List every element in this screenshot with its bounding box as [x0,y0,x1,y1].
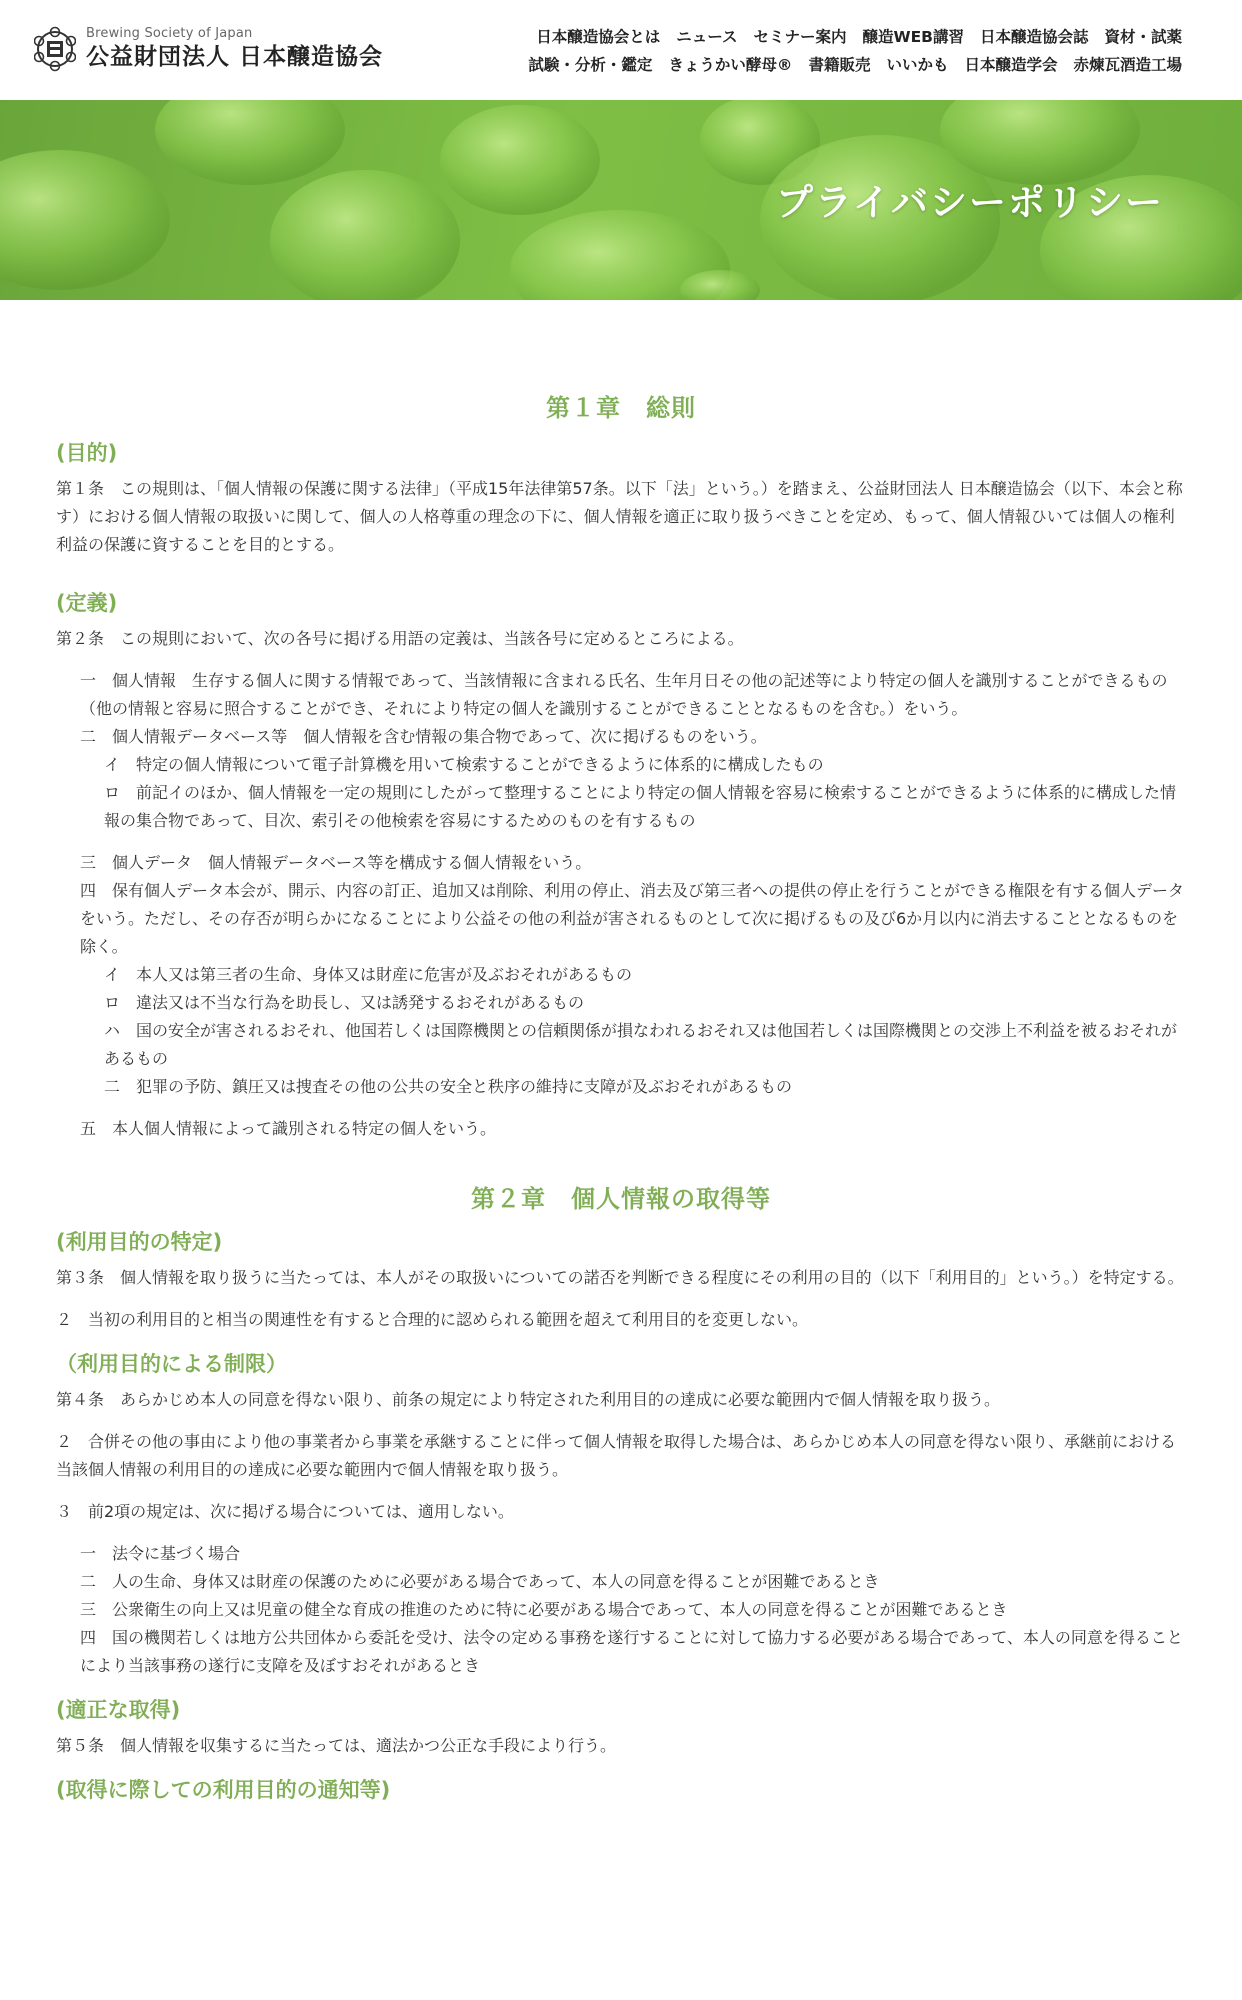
nav-iikamo[interactable]: いいかも [886,56,949,74]
nav-yeast[interactable]: きょうかい酵母® [668,56,793,74]
article-3-text: 第３条 個人情報を取り扱うに当たっては、本人がその取扱いについての諾否を判断できる程度にその利用の目的（以下「利用目的」という。）を特定する。 [56,1268,1184,1287]
article-4-item-2: 二 人の生命、身体又は財産の保護のために必要がある場合であって、本人の同意を得ることが困難であるとき [80,1572,880,1591]
logo-japanese-name: 公益財団法人 日本醸造協会 [86,44,384,70]
nav-news[interactable]: ニュース [676,28,738,46]
page-title: プライバシーポリシー [775,181,1164,224]
definition-4: 四 保有個人データ本会が、開示、内容の訂正、追加又は削除、利用の停止、消去及び第三者への提供の停止を行うことができる権限を有する個人データをいう。ただし、その存否が明らかになることにより公益その他の利益が害されるものとして次に掲げるもの及び6か月以内に消去することとなるものを除く。 [80,881,1185,956]
section-purpose-restriction-title: （利用目的による制限） [56,1352,287,1376]
policy-content [0,388,1242,1804]
nav-materials[interactable]: 資材・試薬 [1104,28,1182,46]
section-definitions-title: (定義) [56,591,118,615]
article-4-item-3: 三 公衆衛生の向上又は児童の健全な育成の推進のために特に必要がある場合であって、本人の同意を得ることが困難であるとき [80,1600,1008,1619]
nav-analysis[interactable]: 試験・分析・鑑定 [528,56,653,74]
definition-2-i: イ 特定の個人情報について電子計算機を用いて検索することができるように体系的に構成したもの [104,755,824,774]
nav-journal[interactable]: 日本醸造協会誌 [979,28,1089,46]
logo-english-name: Brewing Society of Japan [86,26,253,41]
hero-banner [0,100,1242,300]
nav-web-course[interactable]: 醸造WEB講習 [862,28,964,46]
nav-society[interactable]: 日本醸造学会 [964,56,1058,74]
article-2-text: 第２条 この規則において、次の各号に掲げる用語の定義は、当該各号に定めるところによる。 [56,629,744,648]
definition-4-i: イ 本人又は第三者の生命、身体又は財産に危害が及ぶおそれがあるもの [104,965,633,984]
definition-5: 五 本人個人情報によって識別される特定の個人をいう。 [80,1119,497,1138]
nav-books[interactable]: 書籍販売 [808,56,871,74]
main-navigation [442,22,1182,78]
definition-2-ro: ロ 前記イのほか、個人情報を一定の規則にしたがって整理することにより特定の個人情報を容易に検索することができるように体系的に構成した情報の集合物であって、目次、索引その他検索を容易にするためのものを有するもの [104,783,1177,830]
section-purpose-title: (目的) [56,441,118,465]
article-3-paragraph-2: ２ 当初の利用目的と相当の関連性を有すると合理的に認められる範囲を超えて利用目的を変更しない。 [56,1310,809,1329]
definition-2: 二 個人情報データベース等 個人情報を含む情報の集合物であって、次に掲げるものをいう。 [80,727,767,746]
article-4-text: 第４条 あらかじめ本人の同意を得ない限り、前条の規定により特定された利用目的の達成に必要な範囲内で個人情報を取り扱う。 [56,1390,1001,1409]
article-5-text: 第５条 個人情報を収集するに当たっては、適法かつ公正な手段により行う。 [56,1736,617,1755]
definition-3: 三 個人データ 個人情報データベース等を構成する個人情報をいう。 [80,853,592,872]
section-notification-title: (取得に際しての利用目的の通知等) [56,1778,391,1802]
nav-about[interactable]: 日本醸造協会とは [536,28,661,46]
definition-4-ha: ハ 国の安全が害されるおそれ、他国若しくは国際機関との信頼関係が損なわれるおそれ又は他国若しくは国際機関との交渉上不利益を被るおそれがあるもの [104,1021,1177,1068]
chapter-1-title: 第１章 総則 [546,394,696,422]
article-4-item-4: 四 国の機関若しくは地方公共団体から委託を受け、法令の定める事務を遂行することに対して協力する必要がある場合であって、本人の同意を得ることにより当該事務の遂行に支障を及ぼすおそれがあるとき [80,1628,1183,1675]
article-4-paragraph-3: ３ 前2項の規定は、次に掲げる場合については、適用しない。 [56,1502,514,1521]
site-header [0,0,1242,100]
brewing-society-seal-icon [34,26,76,72]
section-proper-acquisition-title: (適正な取得) [56,1698,181,1722]
definition-1: 一 個人情報 生存する個人に関する情報であって、当該情報に含まれる氏名、生年月日その他の記述等により特定の個人を識別することができるもの（他の情報と容易に照合することができ、それにより特定の個人を識別することができることとなるものを含む。）をいう。 [80,671,1168,718]
definition-4-ni: 二 犯罪の予防、鎮圧又は捜査その他の公共の安全と秩序の維持に支障が及ぶおそれがあるもの [104,1077,793,1096]
site-logo[interactable] [34,26,383,72]
nav-seminar[interactable]: セミナー案内 [753,28,847,46]
article-1-text: 第１条 この規則は、「個人情報の保護に関する法律」（平成15年法律第57条。以下「法」という。）を踏まえ、公益財団法人 日本醸造協会（以下、本会と称す）における個人情報の取扱いに関して、個人の人格尊重の理念の下に、個人情報を適正に取り扱うべきことを定め、もって、個人情報ひいては個人の権利利益の保護に資することを目的とする。 [56,479,1183,554]
section-purpose-specification-title: (利用目的の特定) [56,1230,223,1254]
article-4-item-1: 一 法令に基づく場合 [80,1544,241,1563]
article-4-paragraph-2: ２ 合併その他の事由により他の事業者から事業を承継することに伴って個人情報を取得した場合は、あらかじめ本人の同意を得ない限り、承継前における当該個人情報の利用目的の達成に必要な範囲内で個人情報を取り扱う。 [56,1432,1177,1479]
definition-4-ro: ロ 違法又は不当な行為を助長し、又は誘発するおそれがあるもの [104,993,585,1012]
chapter-2-title: 第２章 個人情報の取得等 [471,1185,771,1213]
nav-brewery[interactable]: 赤煉瓦酒造工場 [1073,56,1182,74]
